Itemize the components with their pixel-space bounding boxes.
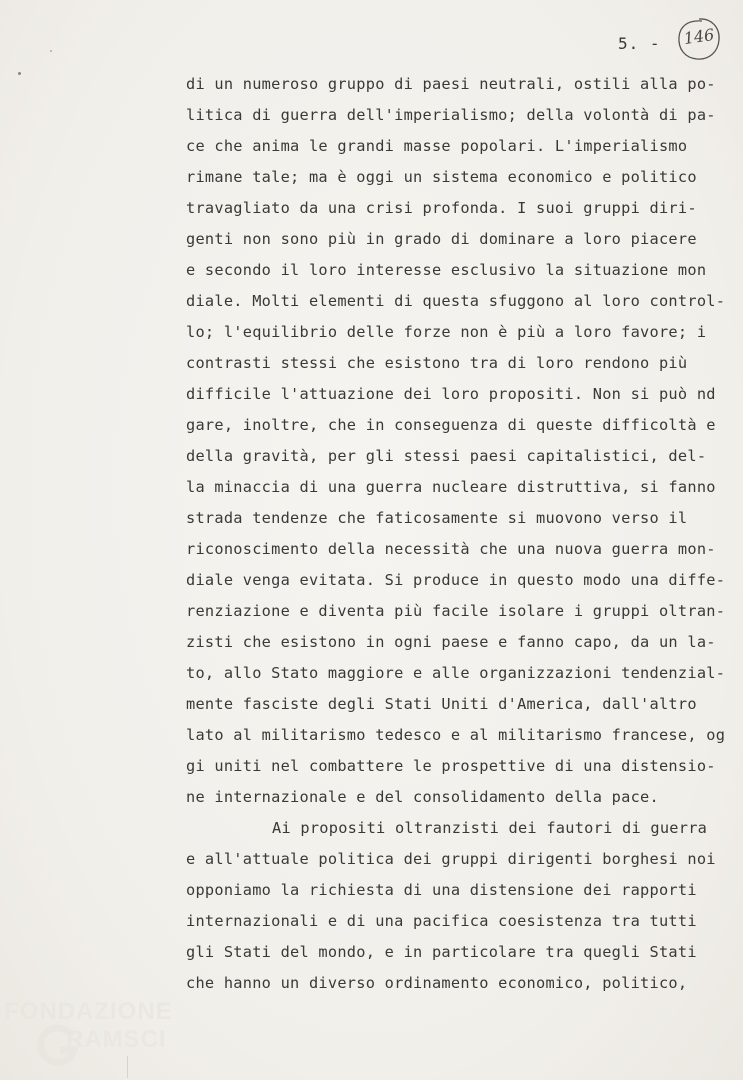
text-line: di un numeroso gruppo di paesi neutrali, ostili alla po- <box>186 75 716 93</box>
text-line: difficile l'attuazione dei loro propositi. Non si può nd <box>186 385 716 403</box>
text-line: e secondo il loro interesse esclusivo la situazione mon <box>186 261 707 279</box>
text-line: opponiamo la richiesta di una distensione dei rapporti <box>186 881 697 899</box>
text-line: genti non sono più in grado di dominare a loro piacere <box>186 230 697 248</box>
text-line: renziazione e diventa più facile isolare i gruppi oltran- <box>186 602 726 620</box>
text-line: che hanno un diverso ordinamento economico, politico, <box>186 974 688 992</box>
text-line: e all'attuale politica dei gruppi dirigenti borghesi noi <box>186 850 716 868</box>
text-line: gare, inoltre, che in conseguenza di queste difficoltà e <box>186 416 716 434</box>
text-line: ne internazionale e del consolidamento della pace. <box>186 788 659 806</box>
page-edge-mark <box>127 1056 128 1078</box>
archive-number-text: 146 <box>682 24 716 49</box>
text-line: internazionali e di una pacifica coesistenza tra tutti <box>186 912 697 930</box>
fondazione-gramsci-watermark <box>4 996 204 1076</box>
text-line: contrasti stessi che esistono tra di loro rendono più <box>186 354 688 372</box>
text-line: Ai propositi oltranzisti dei fautori di guerra <box>272 819 708 837</box>
margin-dot <box>18 72 21 75</box>
text-line: litica di guerra dell'imperialismo; della volontà di pa- <box>186 106 716 124</box>
text-line: diale. Molti elementi di questa sfuggono al loro control- <box>186 292 726 310</box>
text-line: gi uniti nel combattere le prospettive di una distensio- <box>186 757 716 775</box>
text-line: gli Stati del mondo, e in particolare tra quegli Stati <box>186 943 697 961</box>
text-line: rimane tale; ma è oggi un sistema economico e politico <box>186 168 697 186</box>
text-line: ce che anima le grandi masse popolari. L'imperialismo <box>186 137 688 155</box>
text-line: lato al militarismo tedesco e al militarismo francese, og <box>186 726 726 744</box>
watermark-line-2: RAMSCI <box>66 1026 167 1053</box>
text-line: mente fasciste degli Stati Uniti d'America, dall'altro <box>186 695 697 713</box>
text-line: to, allo Stato maggiore e alle organizzazioni tendenzial- <box>186 664 726 682</box>
text-line: travagliato da una crisi profonda. I suoi gruppi diri- <box>186 199 697 217</box>
text-line: della gravità, per gli stessi paesi capitalistici, del- <box>186 447 707 465</box>
watermark-line-1: FONDAZIONE <box>4 998 173 1025</box>
text-line: diale venga evitata. Si produce in questo modo una diffe- <box>186 571 726 589</box>
text-line: strada tendenze che faticosamente si muovono verso il <box>186 509 688 527</box>
page-number: 5. - <box>618 34 661 53</box>
text-line: la minaccia di una guerra nucleare distruttiva, si fanno <box>186 478 716 496</box>
text-line: zisti che esistono in ogni paese e fanno capo, da un la- <box>186 633 716 651</box>
margin-dot <box>50 50 52 52</box>
text-line: lo; l'equilibrio delle forze non è più a loro favore; i <box>186 323 707 341</box>
text-line: riconoscimento della necessità che una nuova guerra mon- <box>186 540 716 558</box>
